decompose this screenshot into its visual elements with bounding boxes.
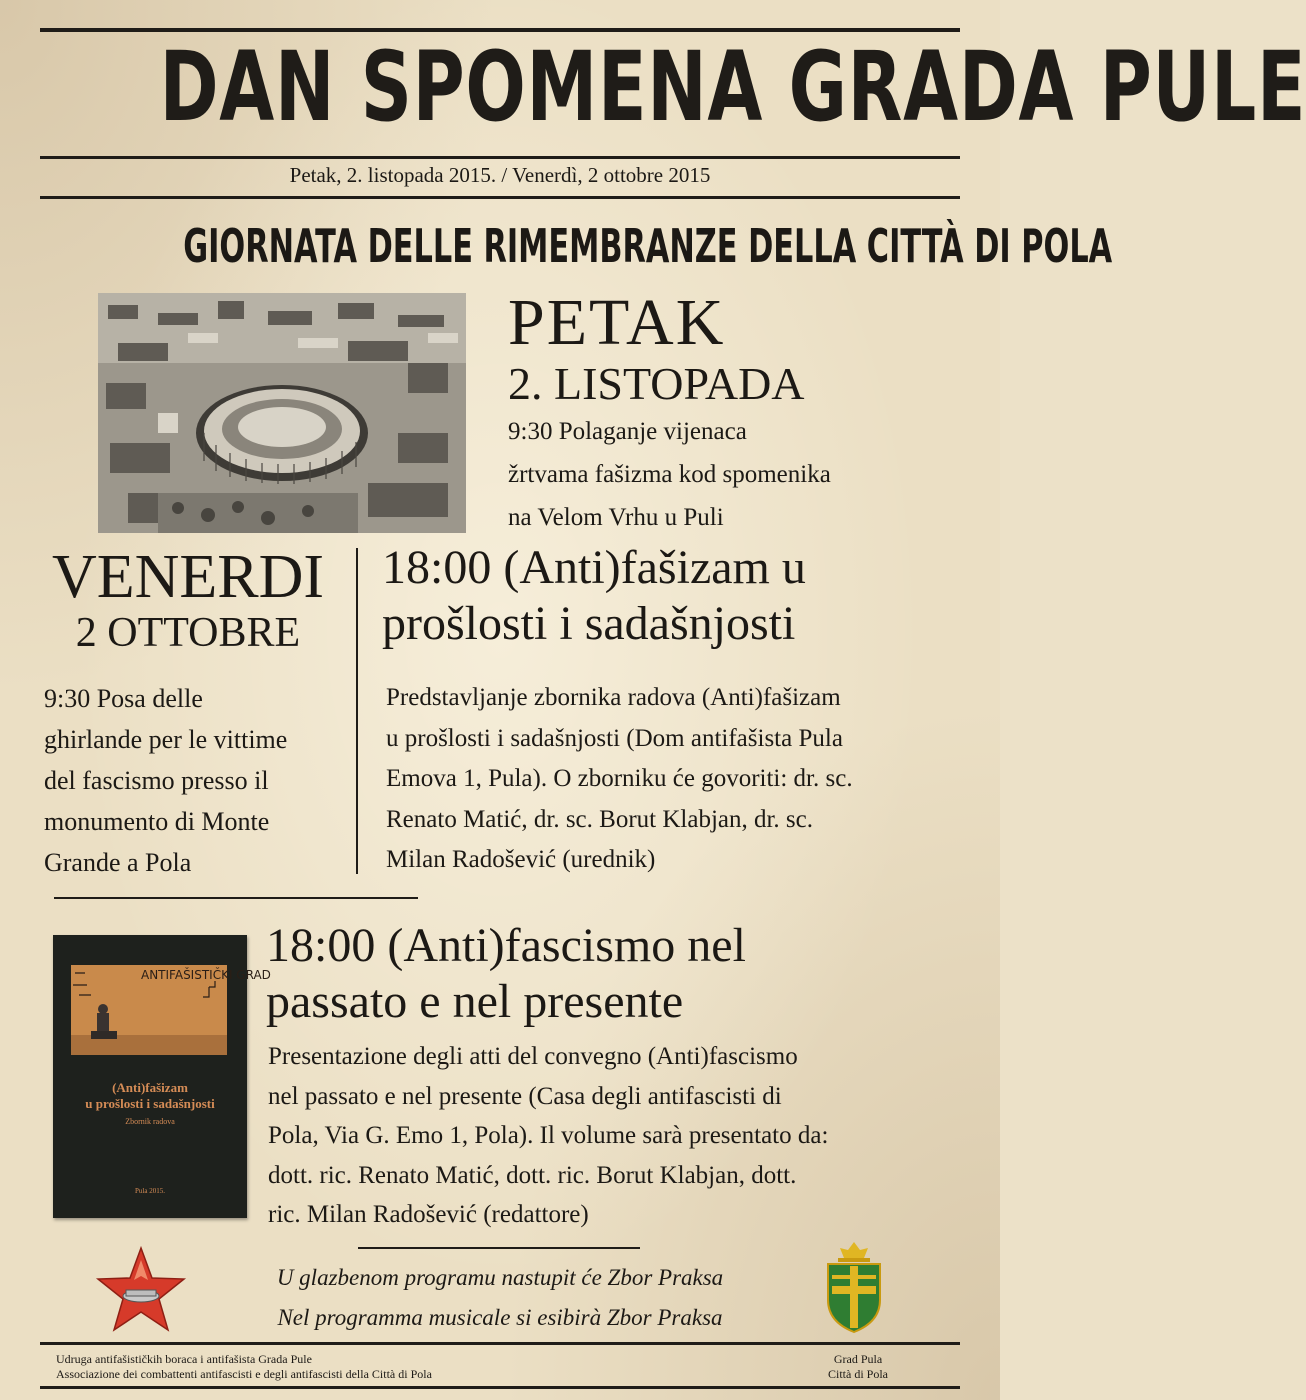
- petak-day-heading: PETAK: [508, 286, 726, 359]
- footer-org-italian: Associazione dei combattenti antifascisti e degli antifascisti della Città di Pola: [56, 1367, 432, 1381]
- petak-event-text: [508, 410, 938, 539]
- petak-event-line: na Velom Vrhu u Puli: [508, 504, 724, 531]
- red-star-logo: [96, 1246, 186, 1332]
- talk-it-title-line: passato e nel presente: [266, 975, 684, 1028]
- talk-hr-title-line: prošlosti i sadašnjosti: [382, 597, 796, 650]
- footer-org-croatian: Udruga antifašističkih boraca i antifašista Grada Pule: [56, 1352, 312, 1366]
- footer-city-croatian: Grad Pula: [833, 1352, 883, 1366]
- venerdi-event-line: monumento di Monte: [44, 807, 270, 836]
- music-program: [200, 1258, 800, 1338]
- book-cover-image: [53, 935, 271, 1218]
- talk-hr-body-line: Emova 1, Pula). O zborniku će govoriti: dr. sc.: [386, 765, 853, 792]
- footer-organization: [56, 1352, 432, 1382]
- section-divider: [54, 897, 418, 899]
- music-line-italian: Nel programma musicale si esibirà Zbor Praksa: [277, 1305, 723, 1330]
- book-title: [53, 1080, 247, 1112]
- venerdi-event-line: del fascismo presso il: [44, 766, 269, 795]
- subtitle-italian: GIORNATA DELLE RIMEMBRANZE DELLA CITTÀ DI POLA: [183, 219, 1113, 273]
- petak-event-line: 9:30 Polaganje vijenaca: [508, 418, 747, 445]
- talk-it-title-line: 18:00 (Anti)fascismo nel: [266, 919, 746, 972]
- masthead-title: DAN SPOMENA GRADA PULE: [159, 31, 1306, 143]
- petak-event-line: žrtvama fašizma kod spomenika: [508, 461, 831, 488]
- talk-it-body-line: Presentazione degli atti del convegno (Anti)fascismo: [268, 1043, 798, 1070]
- petak-date-heading: 2. LISTOPADA: [508, 358, 805, 409]
- book-title-line: (Anti)fašizam: [112, 1080, 188, 1095]
- talk-hr-body-line: u prošlosti i sadašnjosti (Dom antifašista Pula: [386, 724, 843, 752]
- footer-rule-2: [40, 1386, 960, 1389]
- venerdi-event-text: [44, 678, 354, 883]
- footer-city: [810, 1352, 906, 1382]
- masthead-rule-2: [40, 196, 960, 199]
- talk-it-body-line: nel passato e nel presente (Casa degli antifascisti di: [268, 1082, 782, 1110]
- book-title-line: u prošlosti i sadašnjosti: [85, 1096, 215, 1111]
- arena-aerial-photo: [98, 293, 466, 533]
- talk-hr-body-line: Milan Radošević (urednik): [386, 846, 656, 873]
- venerdi-event-line: ghirlande per le vittime: [44, 725, 288, 754]
- venerdi-day-heading: VENERDI: [51, 543, 325, 611]
- music-divider: [358, 1247, 640, 1249]
- talk-hr-title-line: 18:00 (Anti)fašizam u: [382, 541, 806, 594]
- dateline: Petak, 2. listopada 2015. / Venerdì, 2 ottobre 2015: [289, 163, 711, 187]
- book-subtitle: Zbornik radova: [125, 1117, 175, 1126]
- venerdi-event-line: 9:30 Posa delle: [44, 684, 203, 713]
- talk-hr-body: [386, 678, 976, 881]
- talk-it-body-line: ric. Milan Radošević (redattore): [268, 1201, 589, 1228]
- column-divider: [356, 548, 358, 874]
- footer-city-italian: Città di Pola: [828, 1367, 888, 1381]
- book-graffiti-text: ANTIFAŠISTIČKI GRAD: [141, 968, 271, 982]
- talk-hr-body-line: Renato Matić, dr. sc. Borut Klabjan, dr. sc.: [386, 805, 814, 833]
- music-line-croatian: U glazbenom programu nastupit će Zbor Praksa: [276, 1265, 724, 1290]
- talk-it-title: [266, 918, 976, 1030]
- book-cover-photo: [71, 965, 271, 1055]
- talk-it-body: [268, 1037, 968, 1235]
- masthead-rule-1: [40, 156, 960, 159]
- footer-rule-1: [40, 1342, 960, 1345]
- venerdi-event-line: Grande a Pola: [44, 848, 192, 877]
- talk-it-body-line: dott. ric. Renato Matić, dott. ric. Borut Klabjan, dott.: [268, 1161, 797, 1189]
- venerdi-date-heading: 2 OTTOBRE: [75, 610, 301, 656]
- talk-hr-body-line: Predstavljanje zbornika radova (Anti)fašizam: [386, 684, 841, 711]
- talk-hr-title: [382, 540, 972, 652]
- pula-coat-of-arms: [824, 1242, 884, 1334]
- talk-it-body-line: Pola, Via G. Emo 1, Pola). Il volume sarà presentato da:: [268, 1122, 829, 1149]
- book-footer: Pula 2015.: [135, 1187, 165, 1195]
